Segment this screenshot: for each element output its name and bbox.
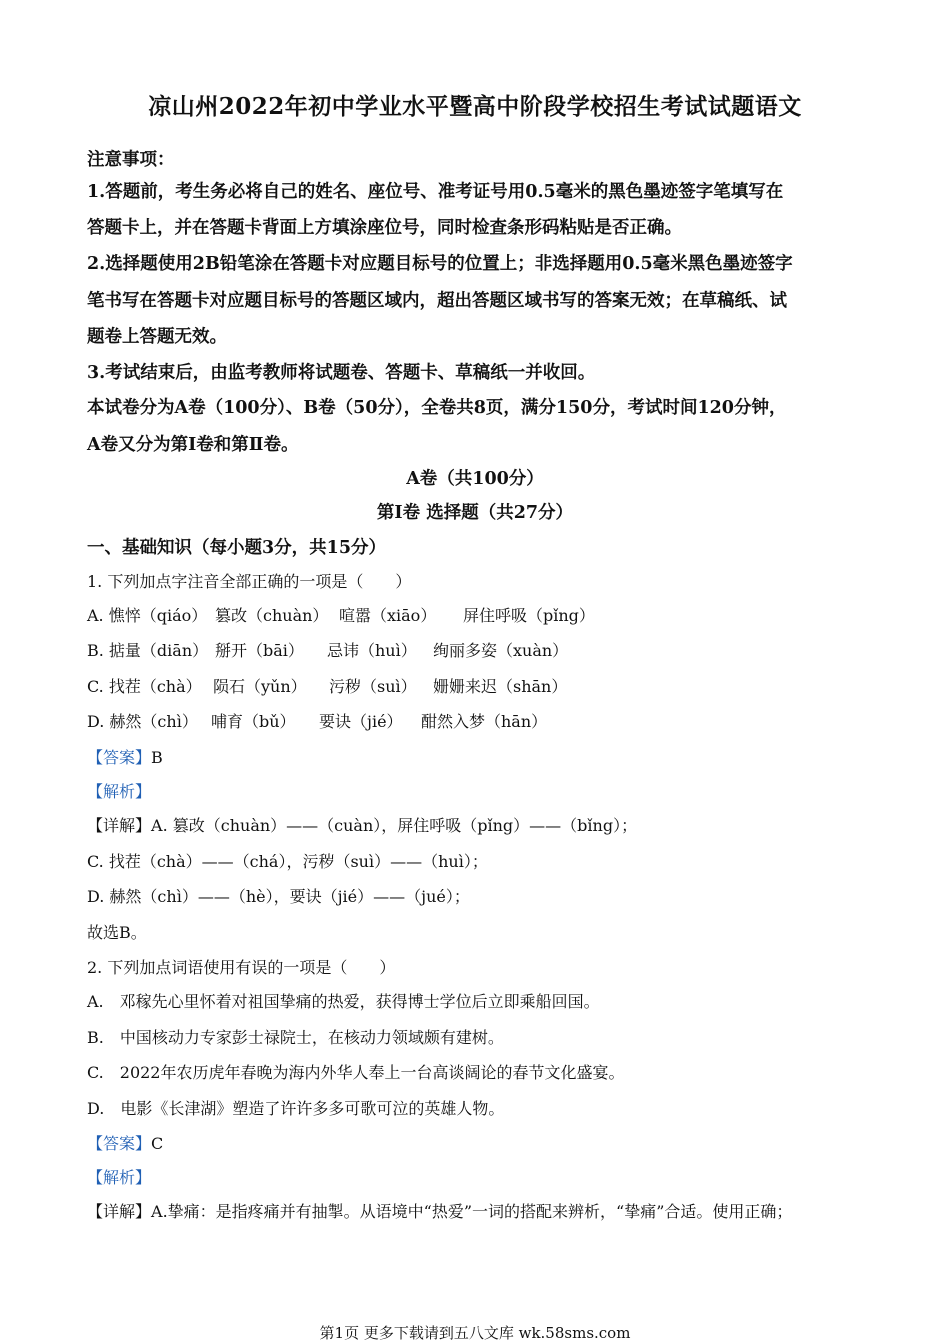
answer-label: 【答案】 [87,1134,152,1153]
section1-heading: 一、基础知识（每小题3分，共15分） [87,538,387,558]
notice-line: A卷又分为第Ⅰ卷和第Ⅱ卷。 [87,435,299,455]
notice-line: 本试卷分为A卷（100分）、B卷（50分），全卷共8页，满分150分，考试时间120分钟， [87,398,787,418]
q1-answer [87,745,864,768]
notice-line: 1.答题前，考生务必将自己的姓名、座位号、准考证号用0.5毫米的黑色墨迹签字笔填写在 [87,182,784,202]
q2-option-c: C. 2022年农历虎年春晚为海内外华人奉上一台高谈阔论的春节文化盛宴。 [87,1063,625,1082]
answer-label: 【答案】 [87,748,152,767]
notice-line: 题卷上答题无效。 [87,327,227,347]
option-item: 哺育（bǔ） [211,712,296,731]
option-item: 污秽（suì） [329,677,417,696]
notice-heading: 注意事项： [87,150,175,170]
q1-option-c [87,674,864,697]
option-item: D. 赫然（chì） [87,712,198,731]
option-item: C. 找茬（chà） [87,677,202,696]
q2-option-a: A. 邓稼先心里怀着对祖国挚痛的热爱，获得博士学位后立即乘船回国。 [87,992,600,1011]
q1-analysis-label: 【解析】 [87,782,152,801]
page-title: 凉山州2022年初中学业水平暨高中阶段学校招生考试试题语文 [148,93,802,120]
q1-option-a [87,603,864,626]
q1-detail-line: 故选B。 [87,923,147,942]
q1-detail [87,813,864,836]
q1-option-d [87,709,864,732]
option-item: B. 掂量（diān） [87,641,209,660]
detail-label: 【详解】 [87,1202,152,1221]
option-item: 忌讳（huì） [327,641,417,660]
part1-heading: 第Ⅰ卷 选择题（共27分） [376,503,574,523]
detail-text: A.挚痛：是指疼痛并有抽掣。从语境中“热爱”一词的搭配来辨析，“挚痛”合适。使用正确； [151,1202,793,1221]
option-item: 陨石（yǔn） [213,677,307,696]
notice-line: 3.考试结束后，由监考教师将试题卷、答题卡、草稿纸一并收回。 [87,363,596,383]
detail-text: A. 篡改（chuàn）——（cuàn），屏住呼吸（pǐng）——（bǐng）； [151,816,638,835]
section-a-heading: A卷（共100分） [406,469,544,489]
q1-detail-line: D. 赫然（chì）——（hè），要诀（jié）——（jué）； [87,887,470,906]
option-item: 绚丽多姿（xuàn） [433,641,569,660]
q2-analysis-label: 【解析】 [87,1168,152,1187]
detail-label: 【详解】 [87,816,152,835]
option-item: 屏住呼吸（pǐng） [463,606,595,625]
q2-answer [87,1131,864,1154]
option-item: 酣然入梦（hān） [421,712,548,731]
q2-option-b: B. 中国核动力专家彭士禄院士，在核动力领域颇有建树。 [87,1028,504,1047]
notice-line: 2.选择题使用2B铅笔涂在答题卡对应题目标号的位置上；非选择题用0.5毫米黑色墨迹签字 [87,254,793,274]
notice-line: 笔书写在答题卡对应题目标号的答题区域内，超出答题区域书写的答案无效；在草稿纸、试 [87,291,787,311]
page-footer: 第1页 更多下载请到五八文库 wk.58sms.com [319,1324,631,1342]
notice-line: 答题卡上，并在答题卡背面上方填涂座位号，同时检查条形码粘贴是否正确。 [87,218,682,238]
option-item: 姗姗来迟（shān） [433,677,568,696]
q2-stem: 2. 下列加点词语使用有误的一项是（ ） [87,958,396,977]
option-item: A. 憔悴（qiáo） [87,606,208,625]
option-item: 喧嚣（xiāo） [339,606,437,625]
option-item: 篡改（chuàn） [215,606,329,625]
q1-option-b [87,638,864,661]
q2-detail [87,1199,864,1222]
q1-detail-line: C. 找茬（chà）——（chá），污秽（suì）——（huì）； [87,852,488,871]
option-item: 掰开（bāi） [215,641,304,660]
answer-value: C [151,1134,164,1153]
option-item: 要诀（jié） [319,712,403,731]
q2-option-d: D. 电影《长津湖》塑造了许许多多可歌可泣的英雄人物。 [87,1099,505,1118]
q1-stem: 1. 下列加点字注音全部正确的一项是（ ） [87,572,412,591]
answer-value: B [151,748,163,767]
